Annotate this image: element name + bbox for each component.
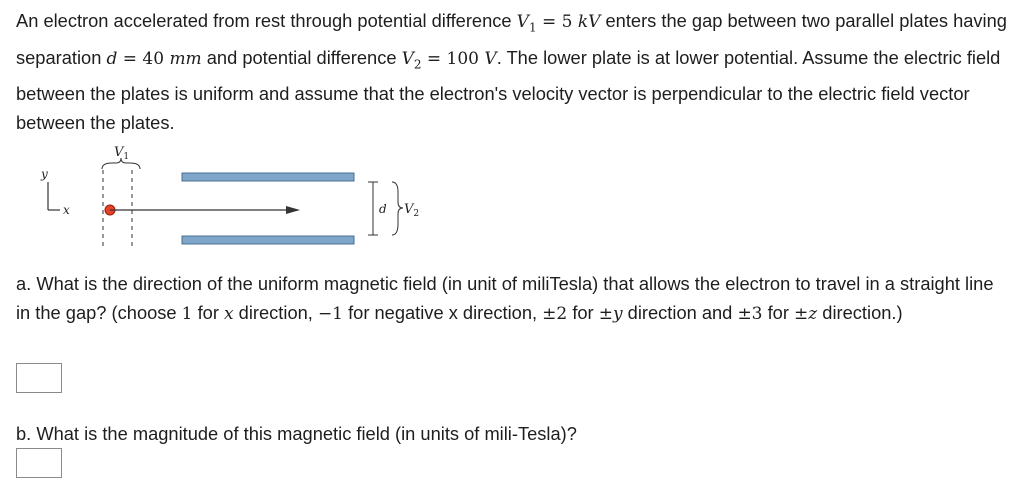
answer-b-input[interactable] bbox=[16, 448, 62, 478]
question-a: a. What is the direction of the uniform magnetic field (in unit of miliTesla) that allows the electron to travel in a straight line in the gap? (choose 1 for x direction, −1 for negative x direction, ±2 for ±y direction and ±3 for ±z direction.) bbox=[16, 273, 994, 324]
y-axis-label: y bbox=[41, 167, 48, 181]
separation-indicator bbox=[368, 182, 388, 235]
lower-plate bbox=[182, 236, 354, 244]
accelerating-region bbox=[102, 145, 140, 248]
x-axis-label: x bbox=[63, 203, 70, 217]
d-label: d bbox=[379, 202, 387, 216]
axes-icon bbox=[40, 167, 70, 217]
problem-statement: An electron accelerated from rest through potential difference $V_1 = 5$ kV enters the gap between two parallel plates having separation d = 40 mm and potential difference $V_2 = 100$ V. The lower plate is at lower potential. Assume the electric field between the plates is uniform and assume that the electron's velocity vector is perpendicular to the electric field vector between the plates. bbox=[16, 10, 1007, 134]
v2-label: $V_2$ bbox=[404, 202, 420, 219]
velocity-arrow-icon bbox=[110, 206, 300, 214]
v1-label: $V_1$ bbox=[114, 145, 130, 162]
question-b: b. What is the magnitude of this magnetic field (in units of mili-Tesla)? bbox=[16, 423, 577, 444]
answer-a-input[interactable] bbox=[16, 363, 62, 393]
parallel-plates-diagram bbox=[30, 136, 420, 254]
upper-plate bbox=[182, 173, 354, 181]
